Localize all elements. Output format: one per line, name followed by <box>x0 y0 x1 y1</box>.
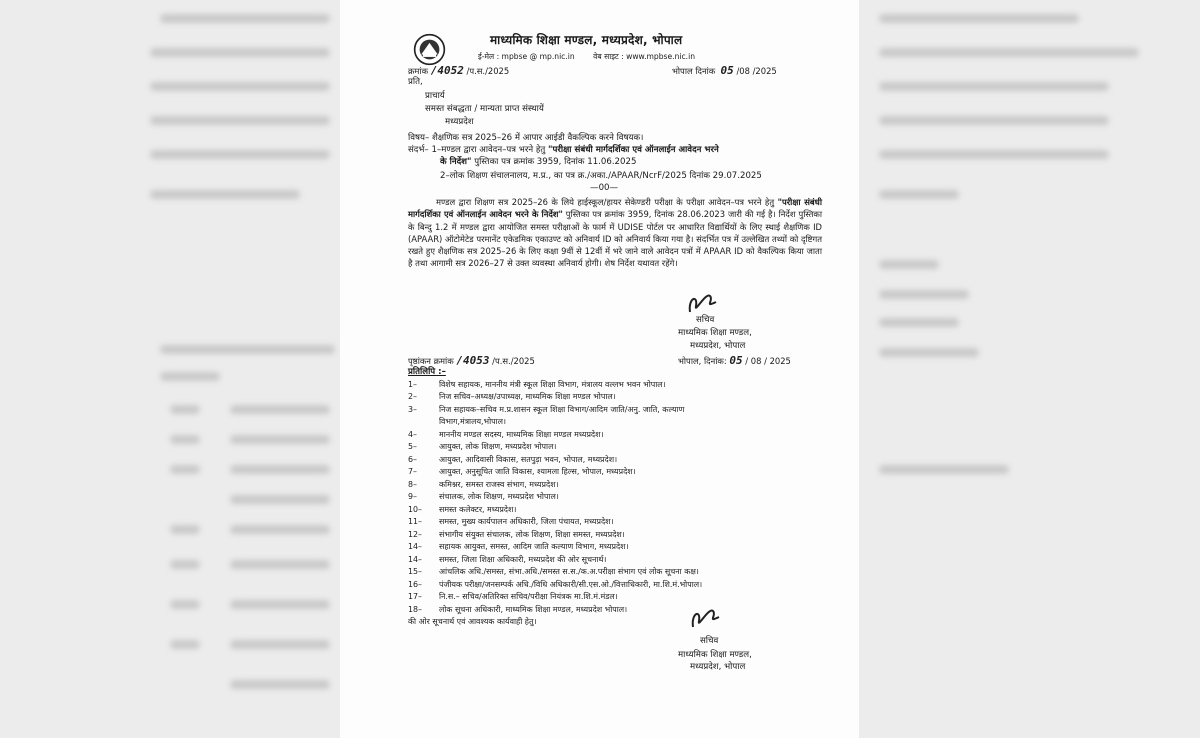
contact-line <box>478 52 711 62</box>
copy-item-number: 7– <box>408 467 417 477</box>
copy-item-text: माननीय मण्डल सदस्य, माध्यमिक शिक्षा मण्डल मध्यप्रदेश। <box>439 429 604 439</box>
reference-number: क्रमांक /4052 /प.स./2025 <box>408 64 510 77</box>
reference-2: 2–लोक शिक्षण संचालनालय, म.प्र., का पत्र क्र./अका./APAAR/NcrF/2025 दिनांक 29.07.2025 <box>440 171 762 181</box>
copy-list-item <box>408 579 828 591</box>
copy-item-number: 16– <box>408 579 422 589</box>
copy-list-item <box>408 466 828 478</box>
reference-date: भोपाल दिनांक 05 /08 /2025 <box>672 64 777 77</box>
reference-1-cont: के निर्देश" पुस्तिका पत्र क्रमांक 3959, दिनांक 11.06.2025 <box>440 157 637 167</box>
copy-list <box>408 379 828 629</box>
blurred-background-right <box>859 0 1200 738</box>
handwritten-date-day: 05 <box>720 64 734 77</box>
copy-list-item <box>408 591 828 603</box>
copy-item-number: 2– <box>408 392 417 402</box>
document-page <box>340 0 859 738</box>
copy-item-text: नि.स.– सचिव/अतिरिक्त सचिव/परीक्षा नियंत्रक मा.शि.मं.मंडल। <box>439 592 618 602</box>
copy-list-item <box>408 404 828 416</box>
copy-item-number: 17– <box>408 592 422 602</box>
copy-item-text: विभाग,मंत्रालय,भोपाल। <box>439 417 506 427</box>
copy-item-number: 14– <box>408 542 422 552</box>
handwritten-endorsement-day: 05 <box>729 354 743 367</box>
copy-item-number: 3– <box>408 404 417 414</box>
signature-2-title: सचिव <box>700 636 719 646</box>
copy-item-number: 15– <box>408 567 422 577</box>
recipient-line-1: प्राचार्य <box>425 91 445 101</box>
signature-mark-1 <box>682 288 722 318</box>
copy-list-item <box>408 441 828 453</box>
reference-block: संदर्भ– 1–मण्डल द्वारा आवेदन–पत्र भरने हेतु "परीक्षा संबंधी मार्गदर्शिका एवं ऑनलाईन आवेदन भरने <box>408 145 719 155</box>
copy-item-text: लोक सूचना अधिकारी, माध्यमिक शिक्षा मण्डल, मध्यप्रदेश भोपाल। <box>439 604 628 614</box>
copy-item-number <box>408 416 439 428</box>
copy-list-item <box>408 379 828 391</box>
copy-item-number: 6– <box>408 454 417 464</box>
board-title: माध्यमिक शिक्षा मण्डल, मध्यप्रदेश, भोपाल <box>490 33 683 47</box>
copy-item-text: सहायक आयुक्त, समस्त, आदिम जाति कल्याण विभाग, मध्यप्रदेश। <box>439 542 629 552</box>
copy-item-number: 10– <box>408 504 422 514</box>
prati-label: प्रति, <box>408 77 423 87</box>
copy-item-text: आयुक्त, अनुसूचित जाति विकास, श्यामला हिल्स, भोपाल, मध्यप्रदेश। <box>439 467 636 477</box>
copy-item-text: आयुक्त, आदिवासी विकास, सतपुड़ा भवन, भोपाल, मध्यप्रदेश। <box>439 454 618 464</box>
copy-item-number: 1– <box>408 380 417 389</box>
copy-item-number: 14– <box>408 554 422 564</box>
handwritten-endorsement-number: /4053 <box>456 354 490 367</box>
subject-line: विषय– शैक्षणिक सत्र 2025–26 में आपार आईडी वैकल्पिक करने विषयक। <box>408 133 644 143</box>
endorsement-number: पृष्ठांकन क्रमांक /4053 /प.स./2025 <box>408 354 535 367</box>
section-divider: —00— <box>590 183 619 193</box>
copy-list-item <box>408 566 828 578</box>
email-text: ई-मेल : mpbse @ mp.nic.in <box>478 52 575 61</box>
copy-list-item <box>408 529 828 541</box>
board-emblem-logo <box>413 33 446 66</box>
handwritten-ref-number: /4052 <box>430 64 464 77</box>
copy-list-item <box>408 454 828 466</box>
copy-item-text: आंचलिक अधि./समस्त, संभा.अधि./समस्त स.स./क.अ.परीक्षा संभाग एवं लोक सूचना कक्ष। <box>439 567 699 577</box>
copy-list-item <box>408 504 828 516</box>
copy-list-item <box>408 604 828 616</box>
copy-list-item <box>408 554 828 566</box>
copy-list-footer: की ओर सूचनार्थ एवं आवश्यक कार्यवाही हेतु। <box>408 617 537 627</box>
copy-item-text: संचालक, लोक शिक्षण, मध्यप्रदेश भोपाल। <box>439 492 559 502</box>
copy-item-text: समस्त कलेक्टर, मध्यप्रदेश। <box>439 504 517 514</box>
sandarbh-label: संदर्भ– <box>408 145 429 155</box>
copy-list-item <box>408 516 828 528</box>
copy-item-text: समस्त, जिला शिक्षा अधिकारी, मध्यप्रदेश की ओर सूचनार्थ। <box>439 554 607 564</box>
copy-item-number: 8– <box>408 479 417 489</box>
body-paragraph: मण्डल द्वारा शिक्षण सत्र 2025–26 के लिये हाईस्कूल/हायर सेकेण्डरी परीक्षा के परीक्षा आवेदन–पत्र भरने हेतु "परीक्षा संबंधी मार्गदर्शिका एवं ऑनलाईन आवेदन भरने के निर्देश" पुस्तिका पत्र क्रमांक 3959, दिनांक 28.06.2023 जारी की गई है। निर्देश पुस्तिका के बिन्दु 1.2 में मण्डल द्वारा आयोजित समस्त परीक्षाओं के फार्म में UDISE पोर्टल पर आधारित विद्यार्थियों के लिए स्थाई शैक्षणिक ID (APAAR) ऑटोमेटेड परमानेंट एकेडमिक एकाउण्ट को अनिवार्य ID को अनिवार्य किया गया है। संदर्भित पत्र में उल्लेखित तथ्यों को दृष्टिगत रखते हुए शैक्षणिक सत्र 2025–26 के लिए कक्षा 9वीं से 12वीं में भरे जाने वाले आवेदन पत्रों में APAAR ID को वैकल्पिक किया जाता है तथा आगामी सत्र 2026–27 से उक्त व्यवस्था अनिवार्य होगी। शेष निर्देश यथावत रहेंगे। <box>408 197 822 269</box>
copy-list-item <box>408 429 828 441</box>
website-text: वेब साइट : www.mpbse.nic.in <box>593 52 696 61</box>
copy-list-item <box>408 479 828 491</box>
copy-list-item <box>408 541 828 553</box>
copy-list-item <box>408 416 828 428</box>
endorsement-date: भोपाल, दिनांक: 05 / 08 / 2025 <box>678 354 791 367</box>
signature-mark-2 <box>685 603 725 633</box>
signature-1-place: मध्यप्रदेश, भोपाल <box>690 341 746 351</box>
copy-item-text: समस्त, मुख्य कार्यपालन अधिकारी, जिला पंचायत, मध्यप्रदेश। <box>439 517 614 527</box>
recipient-line-2: समस्त संबद्धता / मान्यता प्राप्त संस्थायें <box>425 104 544 114</box>
copy-item-text: निज सहायक–सचिव म.प्र.शासन स्कूल शिक्षा विभाग/आदिम जाति/अनु. जाति, कल्याण <box>439 404 685 414</box>
copy-item-text: संभागीय संयुक्त संचालक, लोक शिक्षण, शिक्षा समस्त, मध्यप्रदेश। <box>439 529 625 539</box>
copy-list-item <box>408 491 828 503</box>
copy-item-text: आयुक्त, लोक शिक्षण, मध्यप्रदेश भोपाल। <box>439 442 557 452</box>
copy-item-text: कमिश्नर, समस्त राजस्व संभाग, मध्यप्रदेश। <box>439 479 559 489</box>
copy-heading: प्रतिलिपि :– <box>408 367 446 377</box>
copy-item-number: 4– <box>408 429 417 439</box>
signature-2-org: माध्यमिक शिक्षा मण्डल, <box>678 650 752 660</box>
copy-list-item <box>408 391 828 403</box>
blurred-background-left <box>0 0 340 738</box>
copy-item-text: पंजीयक परीक्षा/जनसम्पर्क अधि./विधि अधिकारी/सी.एस.ओ./वित्ताधिकारी, मा.शि.मं.भोपाल। <box>439 579 703 589</box>
copy-item-number: 11– <box>408 517 422 527</box>
signature-2-place: मध्यप्रदेश, भोपाल <box>690 662 746 672</box>
copy-item-number: 18– <box>408 604 422 614</box>
signature-1-org: माध्यमिक शिक्षा मण्डल, <box>678 328 752 338</box>
copy-item-number: 12– <box>408 529 422 539</box>
copy-item-number: 5– <box>408 442 417 452</box>
copy-item-number: 9– <box>408 492 417 502</box>
copy-item-text: निज सचिव–अध्यक्ष/उपाध्यक्ष, माध्यमिक शिक्षा मण्डल भोपाल। <box>439 392 616 402</box>
copy-item-text: विशेष सहायक, माननीय मंत्री स्कूल शिक्षा विभाग, मंत्रालय वल्लभ भवन भोपाल। <box>439 380 666 389</box>
signature-1-title: सचिव <box>696 315 715 325</box>
recipient-line-3: मध्यप्रदेश <box>445 117 474 127</box>
